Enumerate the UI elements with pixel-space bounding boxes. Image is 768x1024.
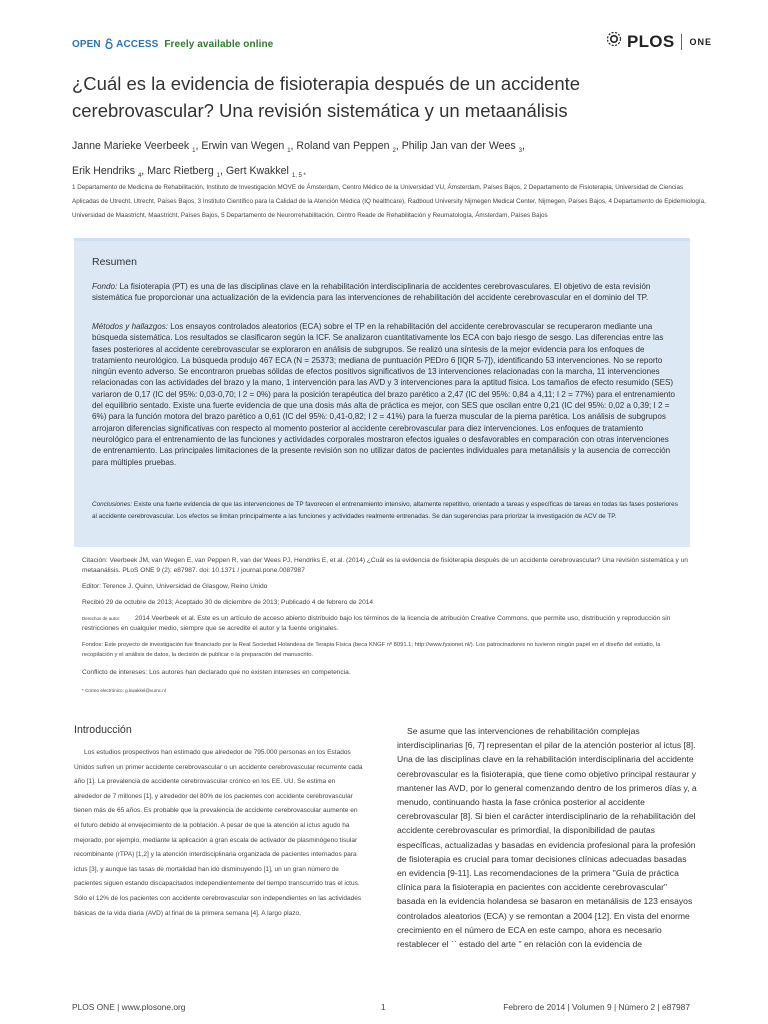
copyright: Derechos de autor: 2014 Veerbeek et al. Este es un artículo de acceso abierto distribuido bajo los términos de la licencia de atribución Creative Commons, que permite uso, distribución y reproducción sin restricciones en cualquier medio, siempre que se acredite el autor y la fuente originales. (82, 615, 671, 632)
logo-divider (681, 34, 682, 50)
open-lock-icon (105, 38, 113, 52)
plos-one-logo (605, 30, 712, 53)
introduction-heading: Introducción (74, 724, 132, 736)
intro-right-column: Se asume que las intervenciones de rehabilitación complejas interdisciplinarias [6, 7] representan el pilar de la atención posterior al ictus [8]. Una de las disciplinas clave en la rehabilitación interdisciplinaria del accidente cerebrovascular es la fisioterapia, que tiene como objetivo principal restaurar y mantener las AVD, por lo general comenzando dentro de los primeros días y, a menudo, continuando hasta la fase crónica posterior al accidente cerebrovascular [8]. Si bien el carácter interdisciplinario de la rehabilitación del accidente cerebrovascular es primordial, la disponibilidad de pautas específicas, actualizadas y basadas en evidencia profesional para la profesión de fisioterapia es crucial para tomar decisiones clínicas adecuadas basadas en evidencia [9-11]. Las recomendaciones de la primera "Guía de práctica clínica para la fisioterapia en pacientes con accidente cerebrovascular" basada en la evidencia holandesa se basaron en metanálisis de 123 ensayos controlados aleatorios (ECA) y se remontan a 2004 [12]. En vista del enorme crecimiento en el número de ECA en este campo, ahora es necesario restablecer el `` estado del arte '' en relación con la evidencia de (397, 726, 697, 950)
freely-available-label: Freely available online (164, 39, 274, 50)
abstract-methods: Métodos y hallazgos: Los ensayos controlados aleatorios (ECA) sobre el TP en la rehabilitación del accidente cerebrovascular se recuperaron mediante una búsqueda sistemática. Los resultados se clasificaron según la ICF. Se analizaron cuantitativamente los ECA con bajo riesgo de sesgo. Las diferencias entre las fases posteriores al accidente cerebrovascular se exploraron en análisis de subgrupos. Se realizó una síntesis de la mejor evidencia para los enfoques de tratamiento neurológico. La búsqueda produjo 467 ECA (N = 25373; mediana de puntuación PEDro 6 [IQR 5-7]), identificando 53 intervenciones. No se reporto ningún evento adverso. Se encontraron pruebas sólidas de efectos positivos significativos de 13 intervenciones relacionadas con la marcha, 11 intervenciones relacionadas con las actividades del brazo y la mano, 1 intervención para las AVD y 3 intervenciones para la aptitud física. Los tamaños de efecto resumido (SES) variaron de 0,17 (IC del 95%: 0,03-0,70; I 2 = 0%) para la posición terapéutica del brazo parético a 2,47 (IC del 95%: 0,84 a 4,11; I 2 = 77%) para el entrenamiento del equilibrio sentado. Existe una fuerte evidencia de que una dosis más alta de práctica es mejor, con SES que oscilan entre 0,21 (IC del 95%: 0,02 a 0,39; I 2 = 6%) para la función motora del brazo parético a 0,61 (IC del 95%: 0,41-0,82; I 2 = 41%) para la fuerza muscular de la pierna parética. Los análisis de subgrupos arrojaron diferencias significativas con respecto al momento posterior al accidente cerebrovascular para diez intervenciones. Los enfoques de tratamiento neurológico para el entrenamiento de las funciones y actividades corporales mostraron efectos iguales o desfavorables en comparación con otras intervenciones de entrenamiento. Las principales limitaciones de la presente revisión son no utilizar datos de pacientes individuales para metanálisis y la ausencia de corrección para múltiples pruebas. (92, 322, 675, 467)
author-list: Janne Marieke Veerbeek $_1$, Erwin van Wegen $_1$, Roland van Peppen $_2$, Philip Jan van der Wees $_3$, Erik Hendriks $_4$, Marc Rietberg $_1$, Gert Kwakkel $_{1, 5 *}$ (72, 140, 525, 180)
footer-issue: Febrero de 2014 | Volumen 9 | Número 2 | e87987 (503, 1002, 690, 1012)
plos-wordmark: PLOS (626, 31, 675, 51)
author: Philip Jan van der Wees $_3$ (401, 140, 523, 155)
plos-gear-icon (605, 30, 623, 53)
abstract-background: Fondo: La fisioterapia (PT) es una de las disciplinas clave en la rehabilitación interdisciplinaria de accidentes cerebrovasculares. El objetivo de esta revisión sistemática fue proporcionar una actualización de la evidencia para las intervenciones de rehabilitación del accidente cerebrovascular en el dominio del TP. (92, 282, 651, 303)
affiliations: 1 Departamento de Medicina de Rehabilitación, Instituto de Investigación MOVE de Ámsterdam, Centro Médico de la Universidad VU, Ámsterdam, Países Bajos, 2 Departamento de Fisioterapia, Universidad de Ciencias Aplicadas de Utrecht, Utrecht, Países Bajos, 3 Instituto Científico para la Calidad de la Atención Médica (IQ healthcare), Radboud University Nijmegen Medical Center, Nijmegen, Países Bajos, 4 Departamento de Epidemiología, Universidad de Maastricht, Maastricht, Países Bajos, 5 Departamento de Neurorrehabilitación, Centro Reade de Rehabilitación y Reumatología, Ámsterdam, Países Bajos (72, 184, 706, 219)
author: Janne Marieke Veerbeek $_1$ (72, 140, 196, 155)
author: Gert Kwakkel $_{1, 5 *}$ (225, 165, 306, 180)
page-number: 1 (381, 1002, 386, 1012)
journal-name: ONE (689, 36, 712, 47)
author: Erwin van Wegen $_1$ (201, 140, 291, 155)
competing-interests: Conflicto de intereses: Los autores han declarado que no existen intereses en competencia. (82, 669, 351, 676)
open-access-banner (72, 38, 273, 52)
abstract-conclusions: Conclusiones: Existe una fuerte evidencia de que las intervenciones de TP favorecen el entrenamiento intensivo, altamente repetitivo, orientado a tareas y específicas de tareas en todas las fases posteriores al accidente cerebrovascular. Los efectos se limitan principalmente a las funciones y actividades realmente entrenadas. Se dan sugerencias para priorizar la investigación de ACV de TP. (92, 501, 678, 520)
footer-journal: PLOS ONE | www.plosone.org (72, 1002, 186, 1012)
intro-left-column: Los estudios prospectivos han estimado que alrededor de 795.000 personas en los Estados Unidos sufren un primer accidente cerebrovascular o un accidente cerebrovascular recurrente cada año [1]. La prevalencia de accidente cerebrovascular crónico en los EE. UU. Se estima en alrededor de 7 millones [1], y alrededor del 80% de los pacientes con accidente cerebrovascular tienen más de 65 años. Es probable que la prevalencia de accidente cerebrovascular aumente en el futuro debido al envejecimiento de la población. A pesar de que la atención al ictus agudo ha mejorado, por ejemplo, mediante la aplicación a gran escala de activador de plasminógeno tisular recombinante (rTPA) [1,2] y la atención interdisciplinaria organizada de pacientes internados para ictus [3], y aunque las tasas de mortalidad han ido disminuyendo [1], un un gran número de pacientes siguen estando discapacitados independientemente del tiempo transcurrido tras el ictus. Sólo el 12% de los pacientes con accidente cerebrovascular son independientes en las actividades básicas de la vida diaria (AVD) al final de la primera semana [4]. A largo plazo, (74, 749, 363, 917)
access-label: ACCESS (116, 39, 159, 50)
article-title: ¿Cuál es la evidencia de fisioterapia después de un accidente cerebrovascular? Una revisión sistemática y un metaanálisis (72, 73, 581, 121)
correspondence-email: * Correo electrónico: g.kwakkel@vumc.nl (82, 688, 166, 693)
author: Marc Rietberg $_1$ (147, 165, 221, 180)
open-label: OPEN (72, 39, 101, 50)
author: Roland van Peppen $_2$ (296, 140, 396, 155)
editor: Editor: Terence J. Quinn, Universidad de Glasgow, Reino Unido (82, 583, 268, 590)
author: Erik Hendriks $_4$ (72, 165, 142, 180)
citation: Citación: Veerbeek JM, van Wegen E, van Peppen R, van der Wees PJ, Hendriks E, et al. (2014) ¿Cuál es la evidencia de fisioterapia después de un accidente cerebrovascular? Una revisión sistemática y un metaanálisis. PLoS ONE 9 (2): e87987. doi: 10.1371 / journal.pone.0087987 (82, 557, 688, 574)
abstract-box (74, 238, 690, 547)
funding: Fondos: Este proyecto de investigación fue financiado por la Real Sociedad Holandesa de Terapia Física (beca KNGF nº 8091.1; http://www.fysionet.nl/). Los patrocinadores no tuvieron ningún papel en el diseño del estudio, la recopilación y el análisis de datos, la decisión de publicar o la preparación del manuscrito. (82, 642, 661, 658)
dates: Recibió 29 de octubre de 2013; Aceptado 30 de diciembre de 2013; Publicado 4 de febrero de 2014 (82, 599, 374, 606)
abstract-heading: Resumen (92, 256, 137, 268)
